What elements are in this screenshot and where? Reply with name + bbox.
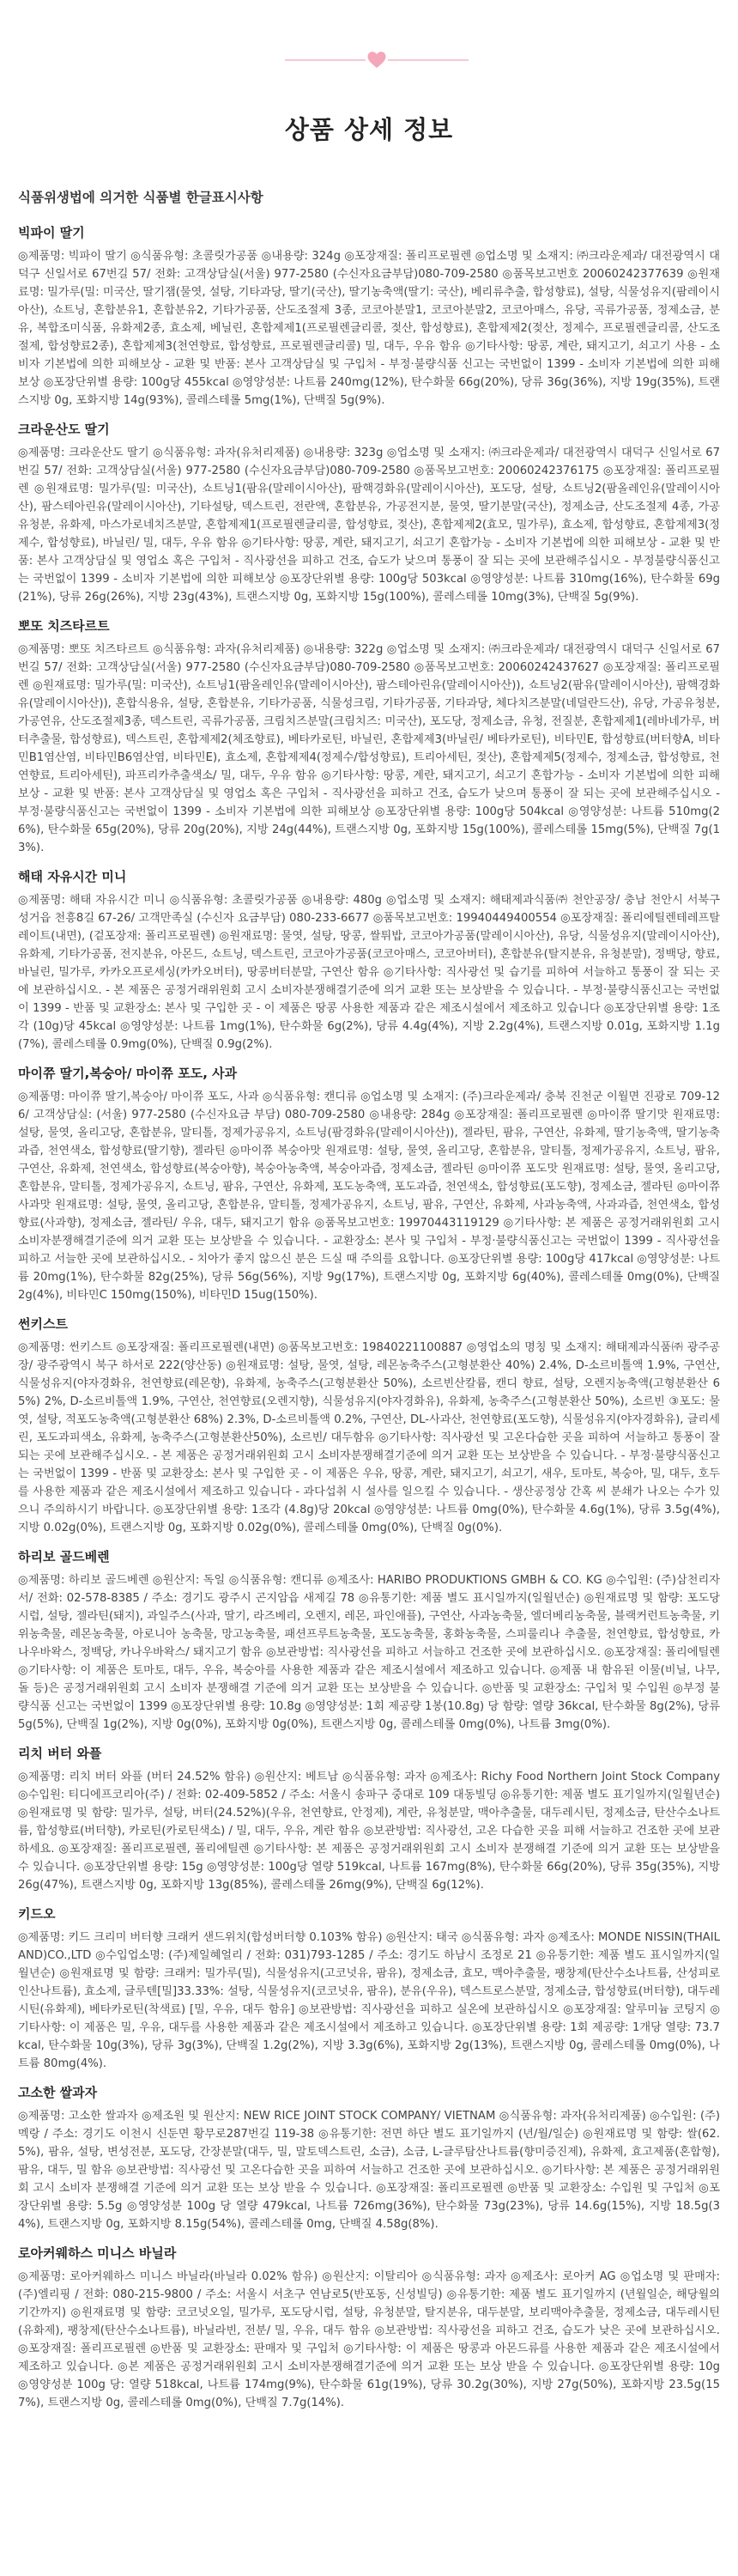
product-section (18, 1064, 720, 1304)
product-section (18, 617, 720, 857)
page-subtitle: 식품위생법에 의거한 식품별 한글표시사항 (18, 190, 263, 205)
product-title: 썬키스트 (18, 1316, 68, 1332)
product-title: 해태 자유시간 미니 (18, 869, 127, 884)
product-label-text: ◎제품명: 고소한 쌀과자 ◎제조원 및 원산지: NEW RICE JOINT STOCK COMPANY/ VIETNAM ◎식품유형: 과자(유처리제품) ◎수입원: (주)멕랑 / 주소: 경기도 이천시 신둔면 황무로287번길 119-38 ◎유통기한: 전면 하단 별도 표기일까지 (년/월/일순) ◎원재료명 및 함량: 쌀(62.5%), 팜유, 설탕, 변성전분, 포도당, 간장분말(대두, 밀, 말토덱스트린, 소금), 소금, L-글루탐산나트륨(향미증진제), 유화제, 효고제품(혼합형), 팜유, 대두, 밀 함유 ◎보관방법: 직사광선 및 고온다습한 곳을 피하여 서늘하고 건조한 곳에 보관하십시오. ◎기타사항: 본 제품은 공정거래위원회 고시 소비자 분쟁해결 기준에 의거 교환 또는 보상 받을 수 있습니다. ◎포장재질: 폴리프로필렌 ◎반품 및 교환장소: 수입원 및 구입처 ◎포장단위별 용량: 5.5g ◎영양성분 100g 당 열량 479kcal, 나트륨 726mg(36%), 탄수화물 73g(23%), 당류 14.6g(15%), 지방 18.5g(34%), 트랜스지방 0g, 포화지방 8.15g(54%), 콜레스테롤 0mg, 단백질 4.58g(8%). (18, 2110, 720, 2231)
heart-divider (0, 50, 738, 70)
heart-icon (366, 50, 387, 70)
product-title: 크라운산도 딸기 (18, 422, 110, 437)
product-section (18, 867, 720, 1054)
product-label-text: ◎제품명: 해태 자유시간 미니 ◎식품유형: 초콜릿가공품 ◎내용량: 480g ◎업소명 및 소재지: 해태제과식품㈜ 천안공장/ 충남 천안시 서북구 성거읍 천흥8길 67-26/ 고객만족실 (수신자 요금부담) 080-233-6677 ◎품목보고번호: 19940449400554 ◎포장재질: 폴리에틸렌테레프탈레이트(내면), (겉포장재: 폴리프로필렌) ◎원재료명: 물엿, 설탕, 땅콩, 쌀튀밥, 코코아가공품(말레이시아산), 유당, 식물성유지(말레이시아산), 유화제, 기타가공품, 전지분유, 아몬드, 쇼트닝, 덱스트린, 코코아가공품(코코아매스, 코코아버터), 혼합분유(탈지분유, 유청분말), 정백당, 향료, 바닐린, 밀가루, 카카오프로세싱(카카오버터), 땅콩버터분말, 구연산 함유 ◎기타사항: 직사광선 및 습기를 피하여 서늘하고 통풍이 잘 되는 곳에 보관하십시오. - 본 제품은 공정거래위원회 고시 소비자분쟁해결기준에 의거 교환 또는 보상받을 수 있습니다. - 부정·불량식품신고는 국번없이 1399 - 반품 및 교환장소: 본사 및 구입한 곳 - 이 제품은 땅콩 사용한 제품과 같은 제조시설에서 제조하고 있습니다 ◎포장단위별 용량: 1조각 (10g)당 45kcal ◎영양성분: 나트륨 1mg(1%), 탄수화물 6g(2%), 당류 4.4g(4%), 지방 2.2g(4%), 트랜스지방 0.01g, 포화지방 1.1g(7%), 콜레스테롤 0.9mg(0%), 단백질 0.9g(2%). (18, 894, 720, 1051)
product-title: 리치 버터 와플 (18, 1746, 102, 1761)
divider-line-right (388, 59, 469, 61)
product-title: 마이쮸 딸기,복숭아/ 마이쮸 포도, 사과 (18, 1066, 238, 1081)
product-title: 키드오 (18, 1906, 56, 1922)
product-section (18, 1547, 720, 1734)
divider-line-left (285, 59, 366, 61)
product-section (18, 420, 720, 606)
product-title: 고소한 쌀과자 (18, 2085, 98, 2100)
product-label-text: ◎제품명: 키드 크리미 버터향 크래커 샌드위치(합성버터향 0.103% 함유) ◎원산지: 태국 ◎식품유형: 과자 ◎제조사: MONDE NISSIN(THAILAND)CO.,LTD ◎수입업소명: (주)제일혜얼리 / 전화: 031)793-1285 / 주소: 경기도 하남시 조정로 21 ◎유통기한: 제품 별도 표시일까지(일월년순) ◎원재료명 및 함량: 크래커: 밀가루(밀), 식물성유지(고코넛유, 팜유), 정제소금, 효모, 맥아추출물, 팽창제(탄산수소나트륨, 산성피로인산나트륨), 효소제, 글루텐[밀]33.33%: 설탕, 식물성유지(코코넛유, 팜유), 분유(우유), 덱스트로스분말, 정제소금, 합성향료(버터향), 대두레시틴(유화제), 베타카로틴(착색료) [밀, 우유, 대두 함유] ◎보관방법: 직사광선을 피하고 실온에 보관하십시오 ◎포장재질: 알루미늄 코팅지 ◎기타사항: 이 제품은 밀, 우유, 대두를 사용한 제품과 같은 제조시설에서 제조하고 있습니다. ◎포장단위별 용량: 1회 제공량: 1개당 열량: 73.7kcal, 탄수화물 10g(3%), 당류 3g(3%), 단백질 1.2g(2%), 지방 3.3g(6%), 포화지방 2g(13%), 트랜스지방 0g, 콜레스테롤 0mg(0%), 나트륨 80mg(4%). (18, 1931, 720, 2070)
product-label-text: ◎제품명: 로아커웨하스 미니스 바닐라(바닐라 0.02% 함유) ◎원산지: 이탈리아 ◎식품유형: 과자 ◎제조사: 로아커 AG ◎업소명 및 판매자: (주)엘리핑 / 전화: 080-215-9800 / 주소: 서울시 서초구 연남로5(반포동, 신성빌딩) ◎유통기한: 제품 별도 표기일까지 (년월일순, 해당월의 기간까지) ◎원재료명 및 함량: 코코넛오일, 밀가루, 포도당시럽, 설탕, 유청분말, 탈지분유, 대두분말, 보리맥아추출물, 정제소금, 대두레시틴(유화제), 팽창제(탄산수소나트륨), 바닐라빈, 전분/ 밀, 우유, 대두 함유 ◎보관방법: 직사광선을 피하고 건조, 습도가 낮은 곳에 보관하십시오. ◎포장재질: 폴리프로필렌 ◎반품 및 교환장소: 판매자 및 구입처 ◎기타사항: 이 제품은 땅콩과 아몬드류를 사용한 제품과 같은 제조시설에서 제조하고 있습니다. ◎본 제품은 공정거래위원회 고시 소비자분쟁해결기준에 의거 교환 또는 보상 받을 수 있습니다. ◎포장단위별 용량: 10g ◎영양성분 100g 당: 열량 518kcal, 나트륨 174mg(9%), 탄수화물 61g(19%), 당류 30.2g(30%), 지방 27g(50%), 포화지방 23.5g(157%), 트랜스지방 0g, 콜레스테롤 0mg(0%), 단백질 7.7g(14%). (18, 2270, 720, 2409)
product-section (18, 1744, 720, 1894)
product-label-text: ◎제품명: 빅파이 딸기 ◎식품유형: 초콜릿가공품 ◎내용량: 324g ◎포장재질: 폴리프로필렌 ◎업소명 및 소재지: ㈜크라운제과/ 대전광역시 대덕구 신일서로 67번길 57/ 전화: 고객상담실(서울) 977-2580 (수신자요금부담)080-709-2580 ◎품목보고번호 20060242377639 ◎원재료명: 밀가루(밀: 미국산, 딸기잼(물엿, 설탕, 기타과당, 딸기(국산), 딸기농축액(딸기: 국산), 베리류추출, 합성향료), 설탕, 식물성유지(팜레이시아산), 쇼트닝, 혼합분유1, 혼합분유2, 기타가공품, 산도조절제 3종, 코코아분말1, 코코아분말2, 코코아매스, 유당, 곡류가공품, 정제소금, 분유, 복합조미식품, 유화제2종, 효소제, 베닐린, 혼합제제1(프로필렌글리콜, 젖산, 합성향료), 혼합제제2(젖산, 정제수, 프로필렌글리콜, 산도조절제, 합성향료2종), 혼합제제3(천연향료, 합성향료, 프로필렌글리콜) 밀, 대두, 우유 함유 ◎기타사항: 땅콩, 계란, 돼지고기, 쇠고기 사용 - 소비자 기본법에 의한 피해보상 - 교환 및 반품: 본사 고객상담실 및 구입처 - 부정·불량식품 신고는 국번없이 1399 - 소비자 기본법에 의한 피해보상 ◎포장단위별 용량: 100g당 455kcal ◎영양성분: 나트륨 240mg(12%), 탄수화물 66g(20%), 당류 36g(36%), 지방 19g(35%), 트랜스지방 0g, 포화지방 14g(93%), 콜레스테롤 5mg(1%), 단백질 5g(9%). (18, 250, 720, 407)
page-title: 상품 상세 정보 (284, 115, 454, 145)
product-section (18, 2244, 720, 2412)
product-label-text: ◎제품명: 크라운산도 딸기 ◎식품유형: 과자(유처리제품) ◎내용량: 323g ◎업소명 및 소재지: ㈜크라운제과/ 대전광역시 대덕구 신일서로 67번길 57/ 전화: 고객상담실(서울) 977-2580 (수신자요금부담)080-709-2580 ◎품목보고번호: 20060242376175 ◎포장재질: 폴리프로필렌 ◎원재료명: 밀가루(밀: 미국산), 쇼트닝1(팜유(말레이시아산), 팜핵경화유(말레이시아산), 포도당, 설탕, 쇼트닝2(팜올레인유(말레이시아산), 팜스테아린유(말레이시아산), 기타설탕, 덱스트린, 전란액, 혼합분유, 가공전지분, 물엿, 딸기분말(국산), 정제소금, 산도조절제 4종, 가공유청분, 유화제, 마스가로네치즈분말, 혼합제제1(프로필렌글리콜, 합성향료, 젖산), 혼합제제2(효모, 밀가루), 효소제, 합성향료, 혼합제제3(정제수, 합성향료), 바닐린/ 밀, 대두, 우유 함유 ◎기타사항: 땅콩, 계란, 돼지고기, 쇠고기 혼합가능 - 소비자 기본법에 의한 피해보상 - 교환 및 반품: 본사 고객상담실 및 영업소 혹은 구입처 - 직사광선을 피하고 건조, 습도가 낮으며 통풍이 잘 되는 곳에 보관해주십시오 - 부정불량식품신고는 국번없이 1399 - 소비자 기본법에 의한 피해보상 ◎포장단위별 용량: 100g당 503kcal ◎영양성분: 나트륨 310mg(16%), 탄수화물 69g(21%), 당류 26g(26%), 지방 23g(43%), 트랜스지방 0g, 포화지방 15g(100%), 콜레스테롤 10mg(3%), 단백질 5g(9%). (18, 447, 720, 604)
product-title: 하리보 골드베렌 (18, 1549, 110, 1564)
label-content (18, 187, 720, 2422)
product-label-text: ◎제품명: 하리보 골드베렌 ◎원산지: 독일 ◎식품유형: 캔디류 ◎제조사: HARIBO PRODUKTIONS GMBH & CO. KG ◎수입원: (주)삼천리자서/ 전화: 02-578-8385 / 주소: 경기도 광주시 곤지암읍 새제길 78 ◎유통기한: 제품 별도 표시일까지(일월년순) ◎원재료명 및 함량: 포도당시럽, 설탕, 젤라틴(돼지), 과일주스(사과, 딸기, 라즈베리, 오렌지, 레몬, 파인애플), 구연산, 사과농축물, 엘더베리농축물, 블랙커런트농축물, 키위농축물, 레몬농축물, 아로니아 농축물, 망고농축물, 패션프루트농축물, 포도농축물, 홍화농축물, 스피룰리나 추출물, 천연향료, 합성향료, 카나우바왁스, 정백당, 카나우바왁스/ 돼지고기 함유 ◎보관방법: 직사광선을 피하고 서늘하고 건조한 곳에 보관하십시오. ◎포장재질: 폴리에틸렌 ◎기타사항: 이 제품은 토마토, 대두, 우유, 복숭아를 사용한 제품과 같은 제조시설에서 제조하고 있습니다. ◎제품 내 함유된 이물(비닐, 나무, 돌 등)은 공정거래위원회 고시 소비자 분쟁해결 기준에 의거 교환 또는 보상받을 수 있습니다. ◎반품 및 교환장소: 구입처 및 수입원 ◎부정 불량식품 신고는 국번없이 1399 ◎포장단위별 용량: 10.8g ◎영양성분: 1회 제공량 1봉(10.8g) 당 함량: 열량 36kcal, 탄수화물 8g(2%), 당류 5g(5%), 단백질 1g(2%), 지방 0g(0%), 포화지방 0g(0%), 트랜스지방 0g, 콜레스테롤 0mg(0%), 나트륨 3mg(0%). (18, 1574, 720, 1731)
product-section (18, 1905, 720, 2073)
product-section (18, 223, 720, 410)
product-section (18, 1315, 720, 1537)
product-label-text: ◎제품명: 마이쮸 딸기,복숭아/ 마이쮸 포도, 사과 ◎식품유형: 캔디류 ◎업소명 및 소재지: (주)크라운제과/ 충북 진천군 이월면 진광로 709-126/ 고객상담실: (서울) 977-2580 (수신자요금 부담) 080-709-2580 ◎내용량: 284g ◎포장재질: 폴리프로필렌 ◎마이쮸 딸기맛 원재료명: 설탕, 물엿, 올리고당, 혼합분유, 말티톨, 정제가공유지, 쇼트닝(팜경화유(말레이시아산)), 젤라틴, 팜유, 구연산, 유화제, 딸기농축액, 딸기농축과즙, 천연색소, 합성향료(딸기향), 젤라틴 ◎마이쮸 복숭아맛 원재료명: 설탕, 물엿, 올리고당, 혼합분유, 말티톨, 정제가공유지, 쇼트닝, 팜유, 구연산, 유화제, 천연색소, 합성향료(복숭아향), 복숭아농축액, 복숭아과즙, 정제소금, 젤라틴 ◎마이쮸 포도맛 원재료명: 설탕, 물엿, 올리고당, 혼합분유, 말티톨, 정제가공유지, 쇼트닝, 팜유, 구연산, 유화제, 포도농축액, 포도과즙, 천연색소, 합성향료(포도향), 정제소금, 젤라틴 ◎마이쮸 사과맛 원재료명: 설탕, 물엿, 올리고당, 혼합분유, 말티톨, 정제가공유지, 쇼트닝, 팜유, 구연산, 유화제, 사과농축액, 사과과즙, 천연색소, 합성향료(사과향), 정제소금, 젤라틴/ 우유, 대두, 돼지고기 함유 ◎품목보고번호: 19970443119129 ◎기타사항: 본 제품은 공정거래위원회 고시 소비자분쟁해결기준에 의거 교환 또는 보상받을 수 있습니다. - 교환장소: 본사 및 구입처 - 부정·불량식품신고는 국번없이 1399 - 직사광선을 피하고 서늘한 곳에 보관하십시오. - 치아가 좋지 않으신 분은 드실 때 주의를 요합니다. ◎포장단위별 용량: 100g당 417kcal ◎영양성분: 나트륨 20mg(1%), 탄수화물 82g(25%), 당류 56g(56%), 지방 9g(17%), 트랜스지방 0g, 포화지방 6g(40%), 콜레스테롤 0mg(0%), 단백질 2g(4%), 비타민C 150mg(150%), 비타민D 15ug(150%). (18, 1091, 720, 1302)
product-title: 빅파이 딸기 (18, 225, 85, 240)
product-title: 로아커웨하스 미니스 바닐라 (18, 2245, 177, 2261)
product-title: 뽀또 치즈타르트 (18, 618, 110, 634)
product-section (18, 2083, 720, 2233)
product-label-text: ◎제품명: 썬키스트 ◎포장재질: 폴리프로필렌(내면) ◎품목보고번호: 19840221100887 ◎영업소의 명칭 및 소재지: 해태제과식품㈜ 광주공장/ 광주광역시 북구 하서로 222(양산동) ◎원재료명: 설탕, 물엿, 설탕, 레몬농축주스(고형분환산 40%) 2.4%, D-소르비톨액 1.9%, 구연산, 식물성유지(야자경화유, 천연향료(레몬향), 유화제, 농축주스(고형분환산 50%), 소르빈산칼륨, 캔디 향료, 설탕, 오렌지농축액(고형분환산 65%) 2%, D-소르비톨액 1.9%, 구연산, 천연향료(오렌지향), 식물성유지(야자경화유), 유화제, 농축주스(고형분환산 50%), 소르빈 ③포도: 물엿, 설탕, 적포도농축액(고형분환산 68%) 2.3%, D-소르비톨액 0.2%, 구연산, DL-사과산, 천연향료(포도향), 식물성유지(야자경화유), 글리세린, 포도과피색소, 유화제, 농축주스(고형분환산50%), 소르빈/ 대두함유 ◎기타사항: 직사광선 및 고온다습한 곳을 피하여 서늘하고 통풍이 잘 되는 곳에 보관해주십시오. - 본 제품은 공정거래위원회 고시 소비자분쟁해결기준에 의거 교환 또는 보상받을 수 있습니다. - 부정·불량식품신고는 국번없이 1399 - 반품 및 교환장소: 본사 및 구입한 곳 - 이 제품은 우유, 땅콩, 계란, 돼지고기, 쇠고기, 새우, 토마토, 복숭아, 밀, 대두, 호두를 사용한 제품과 같은 제조시설에서 제조하고 있습니다 - 과다섭취 시 설사를 일으킬 수 있습니다. - 생산공정상 간혹 씨 분쇄가 나오는 수가 있으니 주의하시기 바랍니다. ◎포장단위별 용량: 1조각 (4.8g)당 20kcal ◎영양성분: 나트륨 0mg(0%), 탄수화물 4.6g(1%), 당류 3.5g(4%), 지방 0.02g(0%), 트랜스지방 0g, 포화지방 0.02g(0%), 콜레스테롤 0mg(0%), 단백질 0g(0%). (18, 1341, 720, 1534)
product-label-text: ◎제품명: 리치 버터 와플 (버터 24.52% 함유) ◎원산지: 베트남 ◎식품유형: 과자 ◎제조사: Richy Food Northern Joint Stock Company ◎수입원: 티디에프코리아(주) / 전화: 02-409-5852 / 주소: 서울시 송파구 중대로 109 대동빌딩 ◎유통기한: 제품 별도 표기일까지(일월년순) ◎원재료명 및 함량: 밀가루, 설탕, 버터(24.52%)(우유, 천연향료, 안정제), 계란, 유청분말, 맥아추출물, 대두레시틴, 정제소금, 탄산수소나트륨, 합성향료(버터향), 카로틴(카로틴색소) / 밀, 대두, 우유, 계란 함유 ◎보관방법: 직사광선, 고온 다습한 곳을 피해 서늘하고 건조한 곳에 보관하세요. ◎포장재질: 폴리프로필렌, 폴리에틸렌 ◎기타사항: 본 제품은 공정거래위원회 고시 소비자 분쟁해결 기준에 의거 교환 또는 보상받을 수 있습니다. ◎포장단위별 용량: 15g ◎영양성분: 100g당 열량 519kcal, 나트륨 167mg(8%), 탄수화물 66g(20%), 당류 35g(35%), 지방 26g(47%), 트랜스지방 0g, 포화지방 13g(85%), 콜레스테롤 26mg(9%), 단백질 6g(12%). (18, 1771, 720, 1892)
product-label-text: ◎제품명: 뽀또 치즈타르트 ◎식품유형: 과자(유처리제품) ◎내용량: 322g ◎업소명 및 소재지: ㈜크라운제과/ 대전광역시 대덕구 신일서로 67번길 57/ 전화: 고객상담실(서울) 977-2580 (수신자요금부담)080-709-2580 ◎품목보고번호: 20060242437627 ◎포장재질: 폴리프로필렌 ◎원재료명: 밀가루(밀: 미국산), 쇼트닝1(팜올레인유(말레이시아산), 팜스테아린유(말레이시아산)), 쇼트닝2(팜유(말레이시아산), 팜핵경화유(말레이시아산)), 혼합식용유, 설탕, 혼합분유, 기타가공품, 식물성크림, 기타가공품, 기타과당, 체다치즈분말(네덜란드산), 유당, 가공유청분, 가공연유, 산도조절제3종, 덱스트린, 곡류가공품, 크림치즈분말(크림치즈: 미국산), 포도당, 정제소금, 유청, 전질분, 혼합제제1(레바네가루, 버터추출물, 합성향료), 덱스트린, 혼합제제2(체조향료), 베타카로틴, 바닐린, 혼합제제3(바닐린/ 베타카로틴), 비타민E, 합성향료(버터향A, 비타민B1염산염, 비타민B6염산염, 비타민E), 효소제, 혼합제제4(정제수/합성향료), 트리아세틴, 젖산), 혼합제제5(정제수, 정제소금, 합성향료, 천연향료, 트리아세틴), 파프리카추출색소/ 밀, 대두, 우유 함유 ◎기타사항: 땅콩, 계란, 돼지고기, 쇠고기 혼합가능 - 소비자 기본법에 의한 피해보상 - 교환 및 반품: 본사 고객상담실 및 영업소 혹은 구입처 - 직사광선을 피하고 건조, 습도가 낮으며 통풍이 잘 되는 곳에 보관해주십시오 - 부정·불량식품신고는 국번없이 1399 - 소비자 기본법에 의한 피해보상 ◎포장단위별 용량: 100g당 504kcal ◎영양성분: 나트륨 510mg(26%), 탄수화물 65g(20%), 당류 20g(20%), 지방 24g(44%), 트랜스지방 0g, 포화지방 15g(100%), 콜레스테롤 15mg(5%), 단백질 7g(13%). (18, 643, 720, 854)
